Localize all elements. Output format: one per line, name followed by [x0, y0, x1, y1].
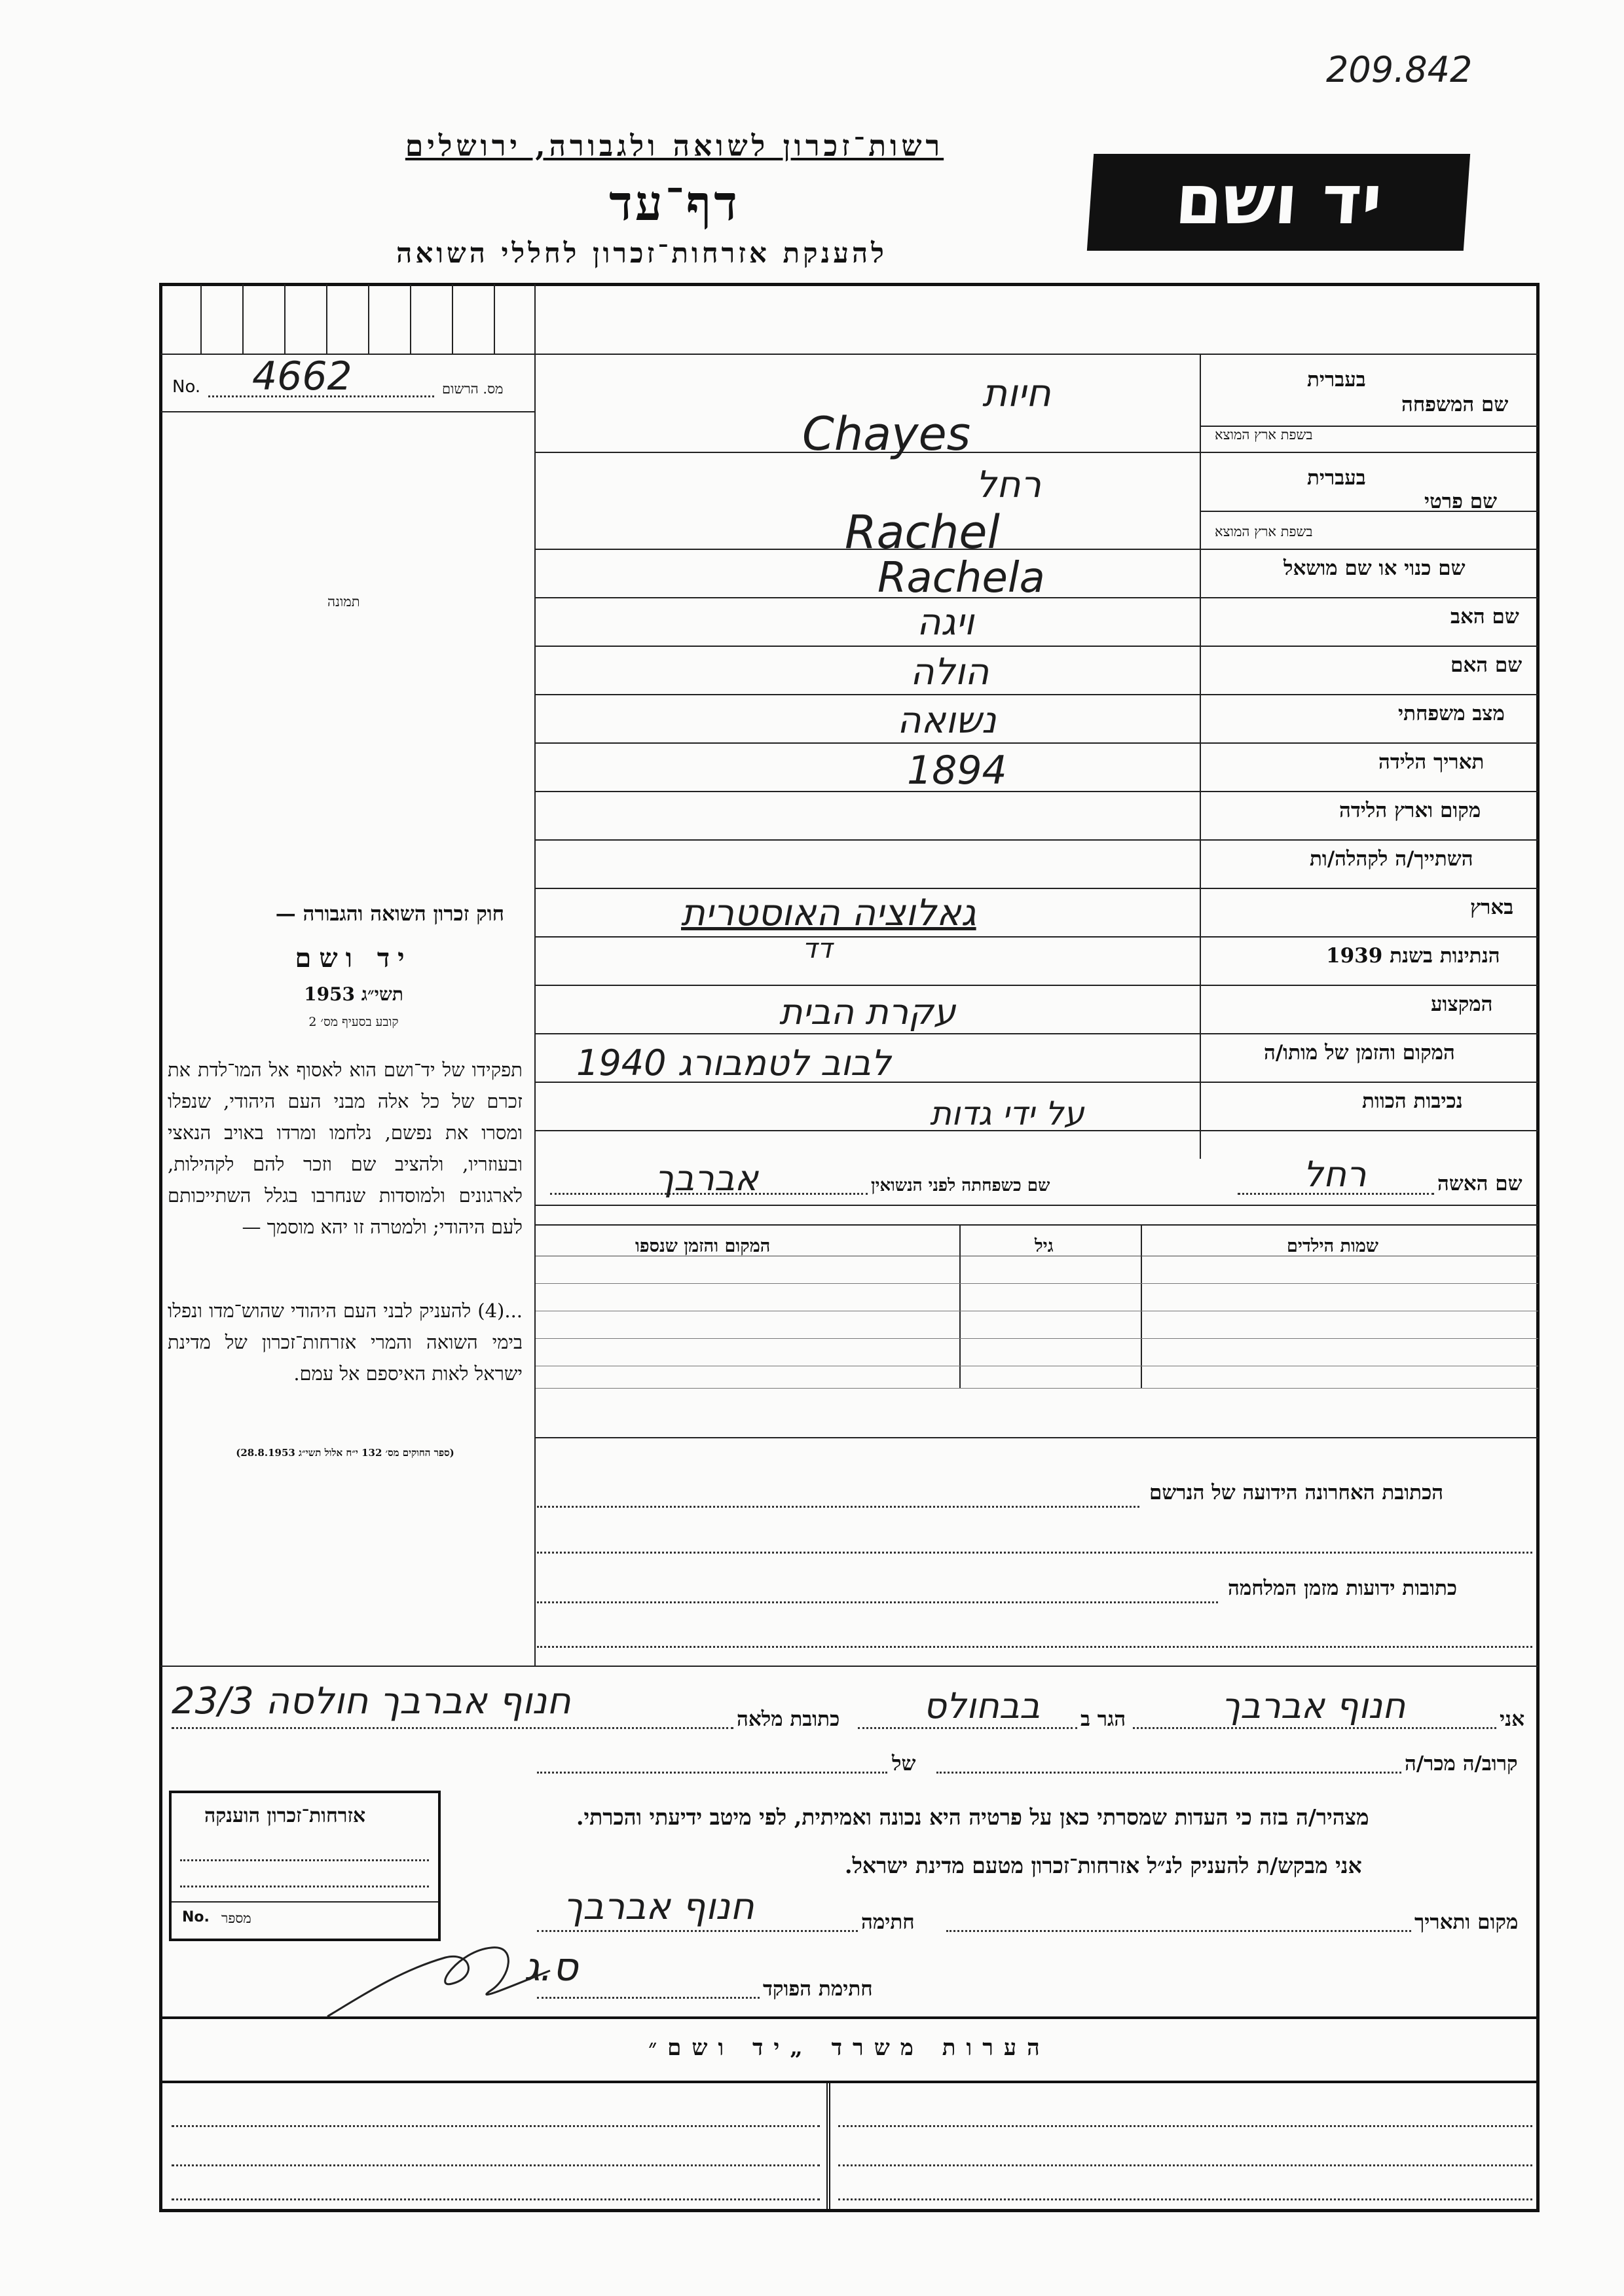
- profession-value: עקרת הבית: [779, 991, 956, 1032]
- logo-text: יד ושם: [1173, 160, 1385, 240]
- death-value: לבוב לטמבורג 1940: [576, 1042, 891, 1084]
- country-label: בארץ: [1470, 896, 1514, 919]
- nickname-label: שם כנוי או שם מושאל: [1283, 556, 1466, 580]
- citizenship-no-label: No.: [182, 1909, 210, 1925]
- law-text-clause-4: ...(4) להעניק לבני העם היהודי שהוש־מדו ונפלו בימי השואה והמרי אזרחות־זכרון של מדינת ישראל לאות האיספם אל עמם.: [168, 1300, 523, 1385]
- lang-hebrew-label: בעברית: [1307, 368, 1366, 392]
- officer-signature-label: חתימת הפוקד: [763, 1977, 873, 2001]
- first-name-label: שם פרטי: [1424, 490, 1498, 513]
- table-row: [536, 1338, 1538, 1339]
- lang-hebrew-label-2: בעברית: [1307, 466, 1366, 490]
- declarant-name: חנוף אברבך: [1221, 1685, 1406, 1726]
- wartime-addresses-label: כתובות ידועות מזמן המלחמה: [1228, 1576, 1458, 1600]
- marital-status-label: מצב משפחתי: [1398, 702, 1505, 725]
- citizenship-number-label: מספר: [221, 1910, 251, 1926]
- death-label: המקום והזמן של מותו/ה: [1264, 1041, 1455, 1065]
- yad-vashem-logo: [1087, 154, 1470, 251]
- last-known-address-label: הכתובת האחרונה הידועה של הנרשם: [1149, 1481, 1444, 1504]
- family-name-hebrew: חיות: [982, 371, 1051, 415]
- of-label: של: [892, 1752, 916, 1776]
- maiden-name-value: אברבך: [655, 1157, 759, 1199]
- wife-label: שם האשה: [1437, 1172, 1522, 1195]
- first-name-latin: Rachel: [845, 505, 1000, 559]
- profession-label: המקצוע: [1431, 993, 1493, 1016]
- mother-label: שם האם: [1450, 653, 1522, 677]
- table-row: [536, 1283, 1538, 1284]
- resides-label: הגר ב: [1080, 1707, 1126, 1731]
- community-label: השתייך/ה לקהלה/ות: [1310, 847, 1473, 871]
- law-year: תשי״ג 1953: [304, 983, 403, 1005]
- full-address-label: כתובת מלאה: [737, 1707, 840, 1731]
- mother-name-value: הולה: [910, 651, 989, 693]
- country-value: גאלוציה האוסטרית: [681, 892, 976, 934]
- wife-name-value: רחל: [1303, 1154, 1367, 1195]
- lang-origin-label: בשפת ארץ המוצא: [1215, 427, 1313, 443]
- law-text: תפקידו של יד־ושם הוא לאסוף אל המו־לדת את זכרם של כל אלה מבני העם היהודי, שנפלו ומסרו את נפשם, נלחמו ומרדו באויב הנאצי ובעוזריו, ולהציב שם וזכר להם לקהילות, לארגונים ולמוסדות שנחרבו בגלל השתייכותם לעם היהודי; ולמטרה זו יהא מוסמך —: [168, 1059, 523, 1238]
- birth-date-value: 1894: [907, 748, 1007, 793]
- family-name-latin: Chayes: [802, 407, 971, 461]
- relative-label: קרוב/ה מכר/ה: [1405, 1752, 1518, 1776]
- table-row: [536, 1388, 1538, 1389]
- full-address-value: חנוף אברבך חולסה 23/3: [172, 1680, 571, 1722]
- children-age-header: גיל: [1035, 1236, 1054, 1256]
- conquest-label: נכיבות הכוות: [1362, 1089, 1463, 1113]
- registration-label: מס. הרשום: [442, 381, 504, 397]
- declarant-signature: חנוף אברבך: [563, 1886, 754, 1928]
- request-statement: אני מבקש/ת להעניק לנ״ל אזרחות־זכרון מטעם מדינת ישראל.: [845, 1853, 1362, 1878]
- office-notes-title: הערות משרד „יד ושם״: [648, 2035, 1050, 2061]
- citizenship-1939-label: הנתינות בשנת 1939: [1326, 944, 1500, 968]
- law-clause: קובע בסעיף מס׳ 2: [308, 1015, 399, 1029]
- birth-date-label: תאריך הלידה: [1378, 750, 1485, 774]
- photo-label: תמונה: [327, 594, 360, 610]
- maiden-name-label: שם כשפחתה לפני הנשואין: [871, 1176, 1050, 1195]
- officer-signature-scribble: [321, 1931, 557, 2030]
- conquest-value: על ידי גדות: [930, 1095, 1084, 1133]
- place-date-label: מקום ותאריך: [1414, 1910, 1519, 1934]
- children-place-header: המקום והזמן שנספו: [635, 1236, 771, 1256]
- form-title: דף־עד: [609, 175, 740, 232]
- reference-number: 209.842: [1326, 49, 1473, 90]
- father-name-value: ויגה: [917, 601, 974, 644]
- signature-label: חתימה: [861, 1910, 915, 1934]
- first-name-hebrew: רחל: [976, 464, 1042, 506]
- law-source: (ספר החוקים מס׳ 132 י״ח אלול תשי״ג 28.8.1953): [236, 1447, 454, 1459]
- lang-origin-label-2: בשפת ארץ המוצא: [1215, 524, 1313, 539]
- officer-signature-mark: ס.ג: [524, 1944, 578, 1990]
- marital-status-value: נשואה: [897, 699, 997, 742]
- form-purpose: להענקת אזרחות־זכרון לחללי השואה: [396, 237, 887, 269]
- registration-no-label: No.: [172, 377, 201, 397]
- father-label: שם האב: [1450, 605, 1519, 629]
- residence-value: בבחולס: [923, 1685, 1041, 1726]
- citizenship-value: דד: [802, 932, 832, 964]
- declaration-statement: מצהיר/ה בזה כי העדות שמסרתי כאן על פרטיה היא נכונה ואמיתית, לפי מיטב ידיעתי והכרתי.: [576, 1804, 1369, 1830]
- law-title: חוק זכרון השואה והגבורה —: [275, 902, 504, 926]
- children-names-header: שמות הילדים: [1287, 1236, 1379, 1256]
- family-name-label: שם המשפחה: [1401, 393, 1509, 416]
- nickname-value: Rachela: [877, 554, 1045, 602]
- registration-number: 4662: [252, 354, 352, 399]
- authority-title: רשות־זכרון לשואה ולגבורה, ירושלים: [405, 130, 944, 163]
- citizenship-granted-title: אזרחות־זכרון הוענקה: [204, 1804, 366, 1827]
- declarant-label: אני: [1500, 1707, 1525, 1731]
- birthplace-label: מקום וארץ הלידה: [1339, 799, 1481, 822]
- law-name: יד ושם: [295, 943, 413, 974]
